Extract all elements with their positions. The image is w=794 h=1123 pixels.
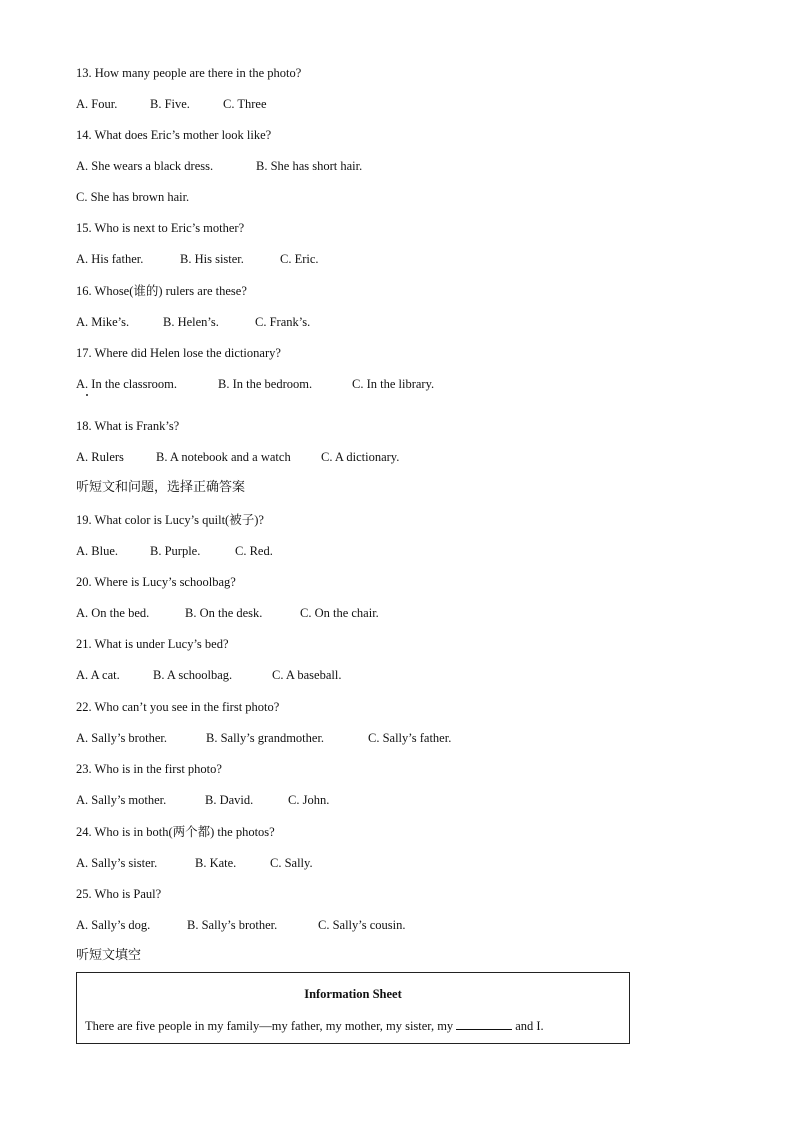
sentence-end: and I.	[515, 1019, 544, 1033]
question-20: 20. Where is Lucy’s schoolbag?	[76, 575, 236, 589]
option-16-a: A. Mike’s.	[76, 315, 130, 329]
option-18-b: B. A notebook and a watch	[156, 450, 291, 464]
question-17: 17. Where did Helen lose the dictionary?	[76, 346, 281, 360]
option-21-b: B. A schoolbag.	[153, 668, 233, 682]
question-14: 14. What does Eric’s mother look like?	[76, 128, 272, 142]
information-sheet	[76, 972, 630, 1044]
option-16-b: B. Helen’s.	[163, 315, 219, 329]
option-14-b: B. She has short hair.	[256, 159, 363, 173]
option-20-b: B. On the desk.	[185, 606, 263, 620]
information-sheet-title: Information Sheet	[304, 987, 402, 1001]
question-18: 18. What is Frank’s?	[76, 419, 180, 433]
option-17-a: A. In the classroom.	[76, 377, 178, 391]
option-19-c: C. Red.	[235, 544, 273, 558]
option-15-b: B. His sister.	[180, 252, 244, 266]
question-15: 15. Who is next to Eric’s mother?	[76, 221, 245, 235]
option-17-c: C. In the library.	[352, 377, 435, 391]
option-14-c: C. She has brown hair.	[76, 190, 190, 204]
option-19-a: A. Blue.	[76, 544, 119, 558]
option-21-c: C. A baseball.	[272, 668, 342, 682]
sentence-start: There are five people in my family—my father, my mother, my sister, my	[85, 1019, 454, 1033]
stray-mark	[86, 394, 88, 396]
option-23-a: A. Sally’s mother.	[76, 793, 167, 807]
option-17-b: B. In the bedroom.	[218, 377, 313, 391]
option-20-a: A. On the bed.	[76, 606, 150, 620]
option-15-a: A. His father.	[76, 252, 144, 266]
question-22: 22. Who can’t you see in the first photo?	[76, 700, 280, 714]
option-25-b: B. Sally’s brother.	[187, 918, 278, 932]
option-20-c: C. On the chair.	[300, 606, 379, 620]
section-heading-fill-blanks: 听短文填空	[76, 948, 142, 963]
question-13: 13. How many people are there in the photo?	[76, 66, 302, 80]
information-sheet-sentence	[85, 1018, 544, 1034]
option-22-a: A. Sally’s brother.	[76, 731, 167, 745]
question-19: 19. What color is Lucy’s quilt(被子)?	[76, 513, 264, 527]
option-24-a: A. Sally’s sister.	[76, 856, 158, 870]
option-21-a: A. A cat.	[76, 668, 120, 682]
option-22-c: C. Sally’s father.	[368, 731, 452, 745]
option-13-a: A. Four.	[76, 97, 118, 111]
option-13-b: B. Five.	[150, 97, 190, 111]
option-25-a: A. Sally’s dog.	[76, 918, 151, 932]
option-18-c: C. A dictionary.	[321, 450, 400, 464]
option-18-a: A. Rulers	[76, 450, 124, 464]
answer-blank[interactable]	[456, 1018, 512, 1030]
question-24: 24. Who is in both(两个都) the photos?	[76, 825, 275, 839]
option-14-a: A. She wears a black dress.	[76, 159, 214, 173]
question-25: 25. Who is Paul?	[76, 887, 162, 901]
option-22-b: B. Sally’s grandmother.	[206, 731, 325, 745]
option-16-c: C. Frank’s.	[255, 315, 311, 329]
option-24-b: B. Kate.	[195, 856, 237, 870]
question-23: 23. Who is in the first photo?	[76, 762, 222, 776]
option-15-c: C. Eric.	[280, 252, 319, 266]
option-19-b: B. Purple.	[150, 544, 201, 558]
option-13-c: C. Three	[223, 97, 267, 111]
question-16: 16. Whose(谁的) rulers are these?	[76, 284, 247, 298]
option-23-b: B. David.	[205, 793, 254, 807]
question-21: 21. What is under Lucy’s bed?	[76, 637, 229, 651]
option-25-c: C. Sally’s cousin.	[318, 918, 406, 932]
section-heading-listen-answer: 听短文和问题，选择正确答案	[76, 480, 246, 495]
option-23-c: C. John.	[288, 793, 330, 807]
option-24-c: C. Sally.	[270, 856, 313, 870]
